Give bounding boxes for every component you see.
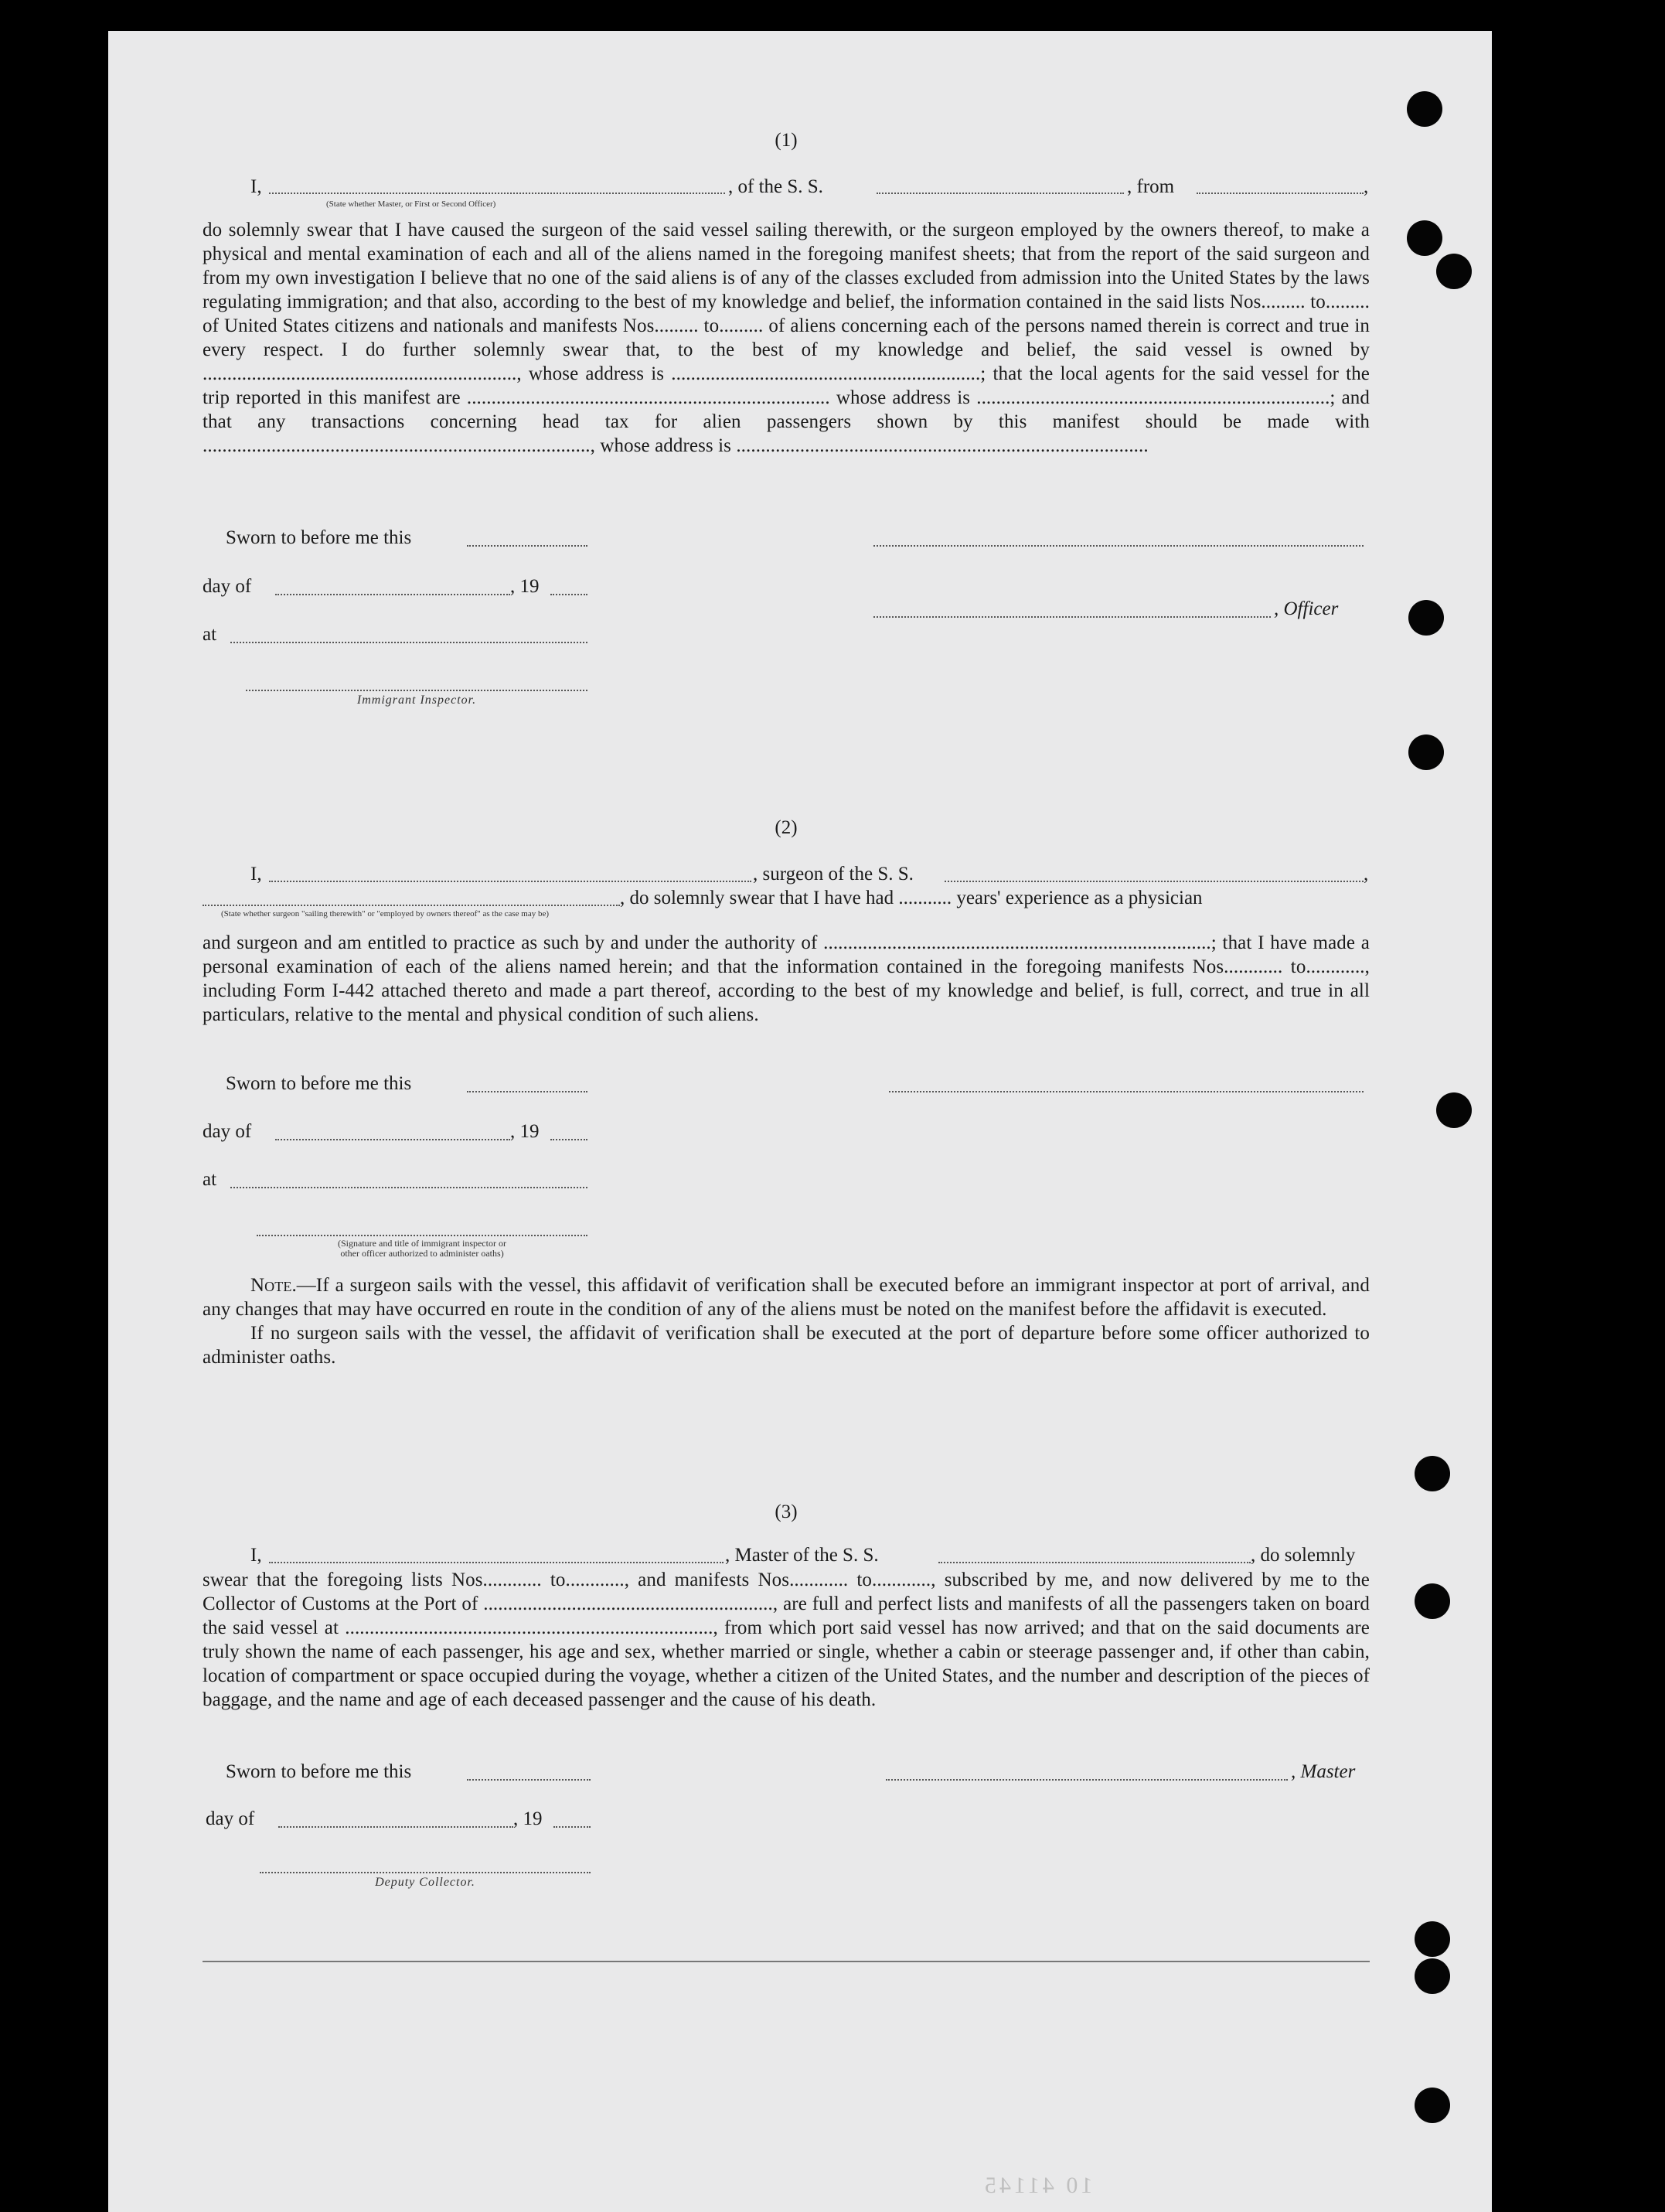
bottom-divider: [203, 1961, 1370, 1962]
surgeon-signature-field[interactable]: [889, 1090, 1364, 1092]
collector-caption: Deputy Collector.: [375, 1876, 475, 1889]
year-prefix: , 19: [510, 1121, 540, 1142]
section-3-opening: I,: [250, 1545, 262, 1566]
collector-signature-field[interactable]: [260, 1871, 591, 1873]
year-field[interactable]: [550, 1138, 587, 1140]
month-field[interactable]: [278, 1825, 513, 1828]
master-of-label: , Master of the S. S.: [725, 1545, 879, 1566]
master-signature-field[interactable]: [886, 1778, 1288, 1781]
punch-hole: [1415, 1583, 1450, 1619]
punch-hole: [1415, 1456, 1450, 1491]
note-paragraph-2: If no surgeon sails with the vessel, the affidavit of verification shall be executed at the port of departure before some officer authorized to administer oaths.: [203, 1323, 1370, 1368]
section-2-paragraph: and surgeon and am entitled to practice as such by and under the authority of ...............................................................................; that I have made a personal examination of each of the aliens named herein; and that the information contained in the foregoing manifests Nos............ to............, including Form I-442 attached thereto and made a part thereof, according to the best of my knowledge and belief, is full, correct, and true in all particulars, relative to the mental and physical condition of such aliens.: [203, 932, 1370, 1025]
punch-hole: [1415, 2088, 1450, 2123]
trailing-comma: ,: [1364, 176, 1369, 197]
month-field[interactable]: [275, 1138, 510, 1140]
day-of-label: day of: [203, 576, 252, 597]
punch-hole: [1407, 220, 1442, 256]
master-name-field[interactable]: [269, 1561, 724, 1563]
signature-caption: [257, 1239, 587, 1259]
punch-hole: [1436, 254, 1472, 289]
section-3-body: [203, 1568, 1370, 1712]
inspector-signature-field[interactable]: [257, 1234, 587, 1236]
sworn-label: Sworn to before me this: [226, 1761, 412, 1782]
day-of-label: day of: [203, 1121, 252, 1142]
section-2-opening: I,: [250, 864, 262, 884]
do-solemnly-label: , do solemnly: [1251, 1545, 1356, 1566]
section-2-number: (2): [775, 817, 798, 838]
year-field[interactable]: [550, 593, 587, 595]
officer-name-field[interactable]: [873, 615, 1271, 618]
section-3-number: (3): [775, 1501, 798, 1522]
punch-hole: [1408, 600, 1444, 636]
at-place-field[interactable]: [230, 1186, 587, 1188]
month-field[interactable]: [275, 593, 510, 595]
punch-hole: [1408, 734, 1444, 770]
trailing-comma: ,: [1364, 864, 1369, 884]
signature-caption-line: other officer authorized to administer oaths): [340, 1248, 504, 1259]
punch-hole: [1415, 1958, 1450, 1994]
sworn-date-field[interactable]: [467, 1090, 587, 1092]
section-3-paragraph: swear that the foregoing lists Nos............ to............, and manifests Nos............ to............, subscribed by me, and now delivered by me to the Collector of Customs at the Port of ..........................................................., are full and perfect lists and manifests of all the passengers taken on board the said vessel at ..........................................................................., from which port said vessel has now arrived; and that on the said documents are truly shown the name of each passenger, his age and sex, whether married or single, whether a cabin or steerage passenger and, if other than cabin, location of compartment or space occupied during the voyage, whether a citizen of the United States, and the number and description of the pieces of baggage, and the name and age of each deceased passenger and the cause of his death.: [203, 1570, 1370, 1710]
from-label: , from: [1127, 176, 1175, 197]
note-paragraph: [203, 1273, 1370, 1321]
punch-hole: [1436, 1092, 1472, 1128]
section-1-paragraph: do solemnly swear that I have caused the surgeon of the said vessel sailing therewith, or the surgeon employed by the owners thereof, to make a physical and mental examination of each and all of the aliens named in the foregoing manifest sheets; that from the report of the said surgeon and from my own investigation I believe that no one of the said aliens is of any of the classes excluded from admission into the United States by the laws regulating immigration; and that also, according to the best of my knowledge and belief, the information contained in the said lists Nos......... to......... of United States citizens and nationals and manifests Nos......... to......... of aliens concerning each of the persons named therein is correct and true in every respect. I do further solemnly swear that, to the best of my knowledge and belief, the said vessel is owned by ................................................................, whose address is ...............................................................; that the local agents for the said vessel for the trip reported in this manifest are .......................................................................... whose address is ........................................................................; and that any transactions concerning head tax for alien passengers shown by this manifest should be made with ..............................................................................., whose address is ....................................................................................: [203, 220, 1370, 456]
master-name-field[interactable]: [269, 192, 725, 194]
sworn-date-field[interactable]: [467, 1778, 591, 1781]
section-1-opening: I,: [250, 176, 262, 197]
sworn-label: Sworn to before me this: [226, 527, 412, 548]
year-prefix: , 19: [513, 1808, 543, 1829]
at-place-field[interactable]: [230, 641, 587, 643]
section-1-body: [203, 218, 1370, 458]
inspector-signature-field[interactable]: [246, 689, 587, 691]
sworn-date-field[interactable]: [467, 544, 587, 547]
of-ss-label: , of the S. S.: [728, 176, 823, 197]
from-port-field[interactable]: [1197, 192, 1364, 194]
master-vessel-field[interactable]: [938, 1561, 1251, 1563]
note-text: —If a surgeon sails with the vessel, this affidavit of verification shall be executed before an immigrant inspector at port of arrival, and any changes that may have occurred en route in the condition of any of the aliens must be noted on the manifest before the affidavit is executed.: [203, 1275, 1370, 1320]
at-label: at: [203, 624, 217, 645]
day-of-label: day of: [206, 1808, 255, 1829]
master-label: , Master: [1291, 1761, 1356, 1782]
punch-hole: [1415, 1921, 1450, 1957]
year-prefix: , 19: [510, 576, 540, 597]
officer-label: , Officer: [1274, 598, 1339, 619]
surgeon-type-field[interactable]: [203, 904, 620, 906]
note-label: Note.: [250, 1275, 297, 1296]
section-1-number: (1): [775, 130, 798, 151]
sworn-label: Sworn to before me this: [226, 1073, 412, 1094]
surgeon-type-label: (State whether surgeon "sailing therewith" or "employed by owners thereof" as the case may be): [221, 909, 550, 919]
note-block: [203, 1273, 1370, 1369]
officer-signature-field[interactable]: [873, 544, 1364, 547]
vessel-name-field[interactable]: [877, 192, 1124, 194]
year-field[interactable]: [553, 1825, 591, 1828]
signature-caption-line: (Signature and title of immigrant inspector or: [338, 1238, 506, 1249]
bleed-through-stamp: 10 41145: [982, 2173, 1093, 2198]
inspector-caption: Immigrant Inspector.: [356, 694, 477, 707]
section-2-body: [203, 931, 1370, 1027]
surgeon-of-label: , surgeon of the S. S.: [753, 864, 914, 884]
surgeon-name-field[interactable]: [269, 880, 751, 882]
punch-hole: [1407, 91, 1442, 127]
at-label: at: [203, 1169, 217, 1190]
surgeon-line-2: , do solemnly swear that I have had ........... years' experience as a physician: [620, 888, 1203, 908]
surgeon-vessel-field[interactable]: [945, 880, 1364, 882]
officer-type-label: (State whether Master, or First or Second Officer): [326, 199, 496, 209]
